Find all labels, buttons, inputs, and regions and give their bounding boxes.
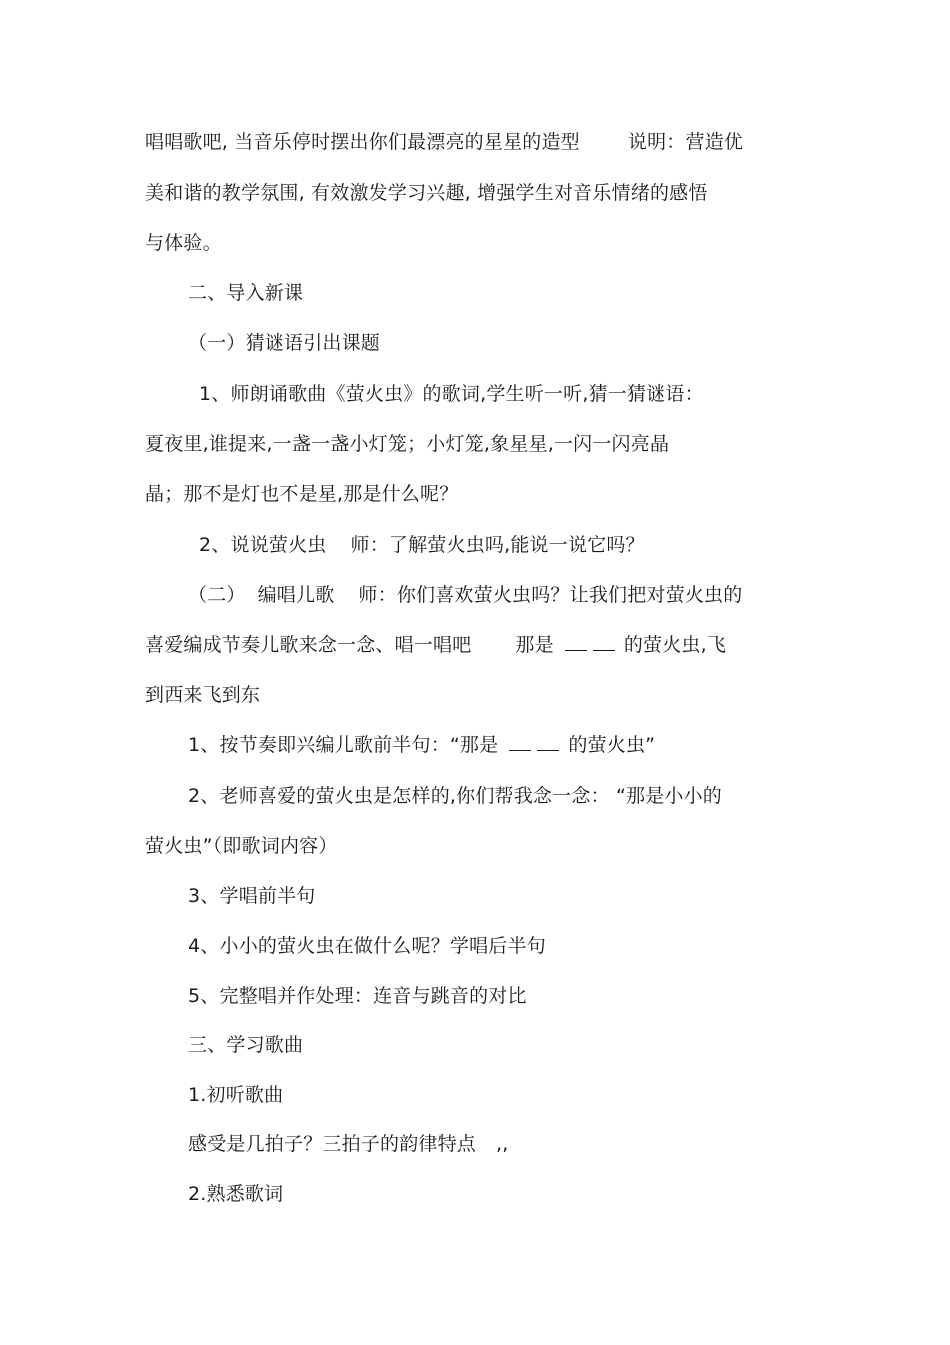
text-teacher-ask: 师：你们喜欢萤火虫吗？让我们把对萤火虫的 [358,584,743,606]
paragraph-line-3: 与体验。 [145,232,222,254]
learn-step-1: 1.初听歌曲 [188,1084,284,1106]
text-step-1-end: 的萤火虫” [568,734,656,756]
riddle-line-2: 晶；那不是灯也不是星,那是什么呢？ [145,483,459,505]
fill-blank [537,736,559,751]
fill-blank [593,636,615,651]
subsection-heading-1: （一）猜谜语引出课题 [188,332,381,354]
text-firefly-fly: 的萤火虫,飞 [623,634,727,656]
paragraph-line-fly: 到西来飞到东 [145,684,261,706]
text-talk-firefly: 2、说说萤火虫 [199,534,327,556]
text-that-is: 那是 [515,634,554,656]
step-3: 3、学唱前半句 [188,885,316,907]
step-5: 5、完整唱并作处理：连音与跳音的对比 [188,985,527,1007]
step-1 [188,732,655,758]
text-teacher-question: 师：了解萤火虫吗,能说一说它吗？ [350,534,645,556]
item-2-firefly [199,532,645,558]
text-commas: ,, [496,1133,509,1155]
item-1-riddle: 1、师朗诵歌曲《萤火虫》的歌词,学生听一听,猜一猜谜语： [199,383,704,405]
learn-step-1-detail [188,1131,509,1157]
paragraph-line-compose [145,632,726,658]
text-compose-rhythm: 喜爱编成节奏儿歌来念一念、唱一唱吧 [145,634,472,656]
text-feel-beat: 感受是几拍子？三拍子的韵律特点 [188,1133,477,1155]
subsection-heading-2 [188,582,742,608]
text-explanation-start: 说明：营造优 [627,131,744,153]
fill-blank [509,736,531,751]
fill-blank [565,636,587,651]
text-sing-song: 唱唱歌吧, 当音乐停时摆出你们最漂亮的星星的造型 [145,131,580,153]
step-4: 4、小小的萤火虫在做什么呢？学唱后半句 [188,935,546,957]
text-compose-song: 编唱儿歌 [257,584,335,606]
learn-step-2: 2.熟悉歌词 [188,1183,284,1205]
step-2-cont: 萤火虫”（即歌词内容） [145,835,338,857]
riddle-line-1: 夏夜里,谁提来,一盏一盏小灯笼；小灯笼,象星星,一闪一闪亮晶 [145,433,670,455]
section-heading-3: 三、学习歌曲 [188,1034,304,1056]
paragraph-line-2: 美和谐的教学氛围, 有效激发学习兴趣, 增强学生对音乐情绪的感悟 [145,182,708,204]
step-2: 2、老师喜爱的萤火虫是怎样的,你们帮我念一念： “那是小小的 [188,785,723,807]
paragraph-line-1 [145,129,743,155]
text-step-1: 1、按节奏即兴编儿歌前半句：“那是 [188,734,499,756]
section-heading-2: 二、导入新课 [188,282,304,304]
text-section-2-label: （二） [188,584,246,606]
